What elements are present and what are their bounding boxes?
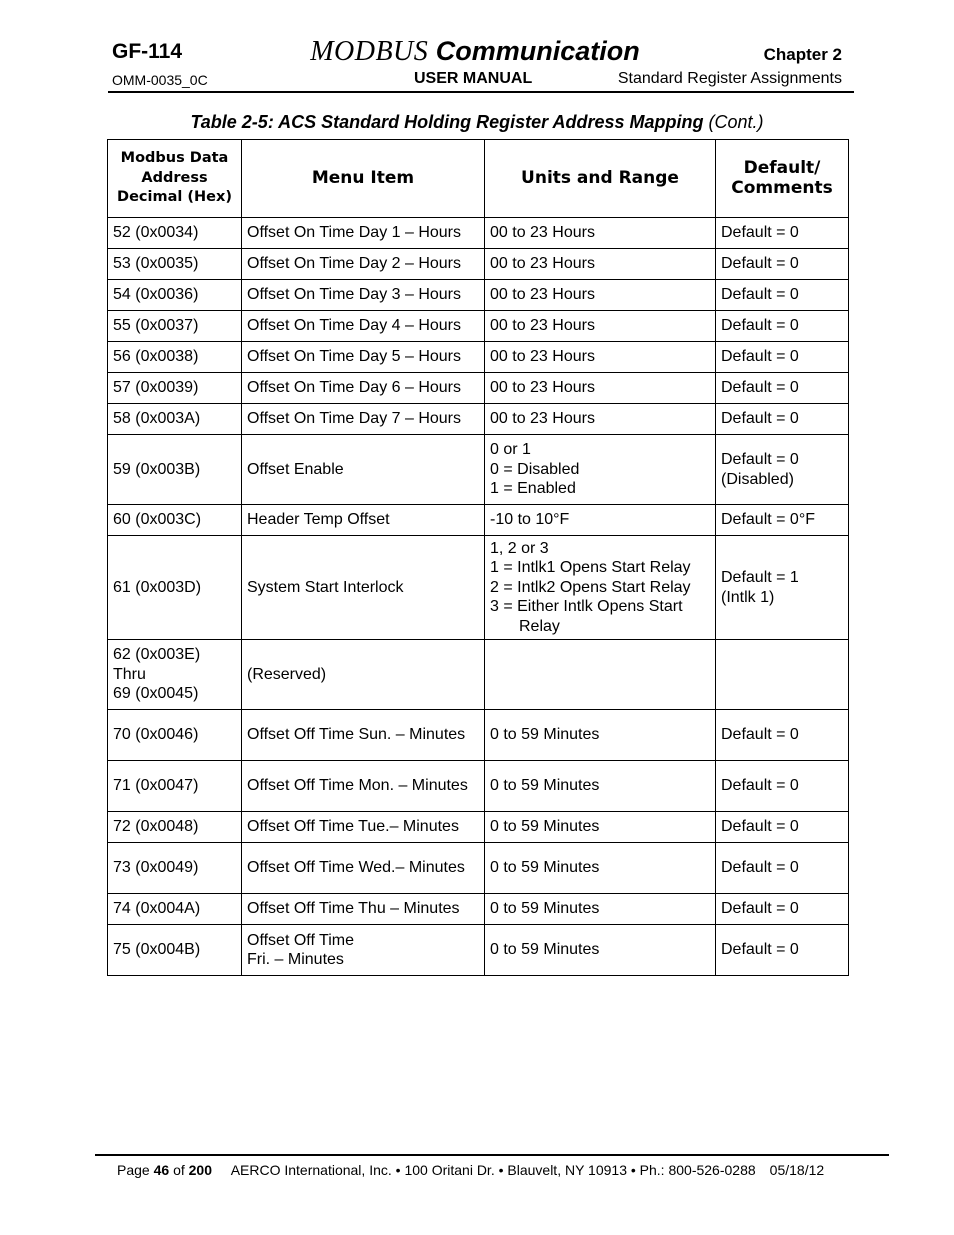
header-units-range: Units and Range bbox=[485, 140, 716, 218]
cell-units bbox=[485, 640, 716, 710]
header-address: Modbus Data Address Decimal (Hex) bbox=[108, 140, 242, 218]
table-row bbox=[108, 435, 849, 505]
cell-address: 72 (0x0048) bbox=[108, 812, 242, 843]
cell-menu-item: Header Temp Offset bbox=[242, 505, 485, 536]
header-bottom-row bbox=[108, 69, 842, 91]
cell-address: 73 (0x0049) bbox=[108, 843, 242, 894]
chapter-label: Chapter 2 bbox=[763, 45, 842, 64]
table-row bbox=[108, 373, 849, 404]
table-row bbox=[108, 640, 849, 710]
cell-default: Default = 0 bbox=[716, 761, 849, 812]
units-line: 1 = Intlk1 Opens Start Relay bbox=[490, 559, 691, 577]
cell-menu-item: Offset On Time Day 5 – Hours bbox=[242, 342, 485, 373]
cell-address: 58 (0x003A) bbox=[108, 404, 242, 435]
cell-default: Default = 0 bbox=[716, 894, 849, 925]
table-row bbox=[108, 761, 849, 812]
table-row bbox=[108, 342, 849, 373]
cell-units: 00 to 23 Hours bbox=[485, 373, 716, 404]
cell-units: 0 to 59 Minutes bbox=[485, 843, 716, 894]
cell-address: 59 (0x003B) bbox=[108, 435, 242, 505]
cell-default: Default = 0 bbox=[716, 311, 849, 342]
omm-number: OMM-0035_0C bbox=[112, 72, 208, 88]
header-default: Default/ Comments bbox=[716, 140, 849, 218]
table-row bbox=[108, 710, 849, 761]
cell-menu-item: Offset Off Time Sun. – Minutes bbox=[242, 710, 485, 761]
cell-default: Default = 0 bbox=[716, 925, 849, 976]
cell-units: 0 to 59 Minutes bbox=[485, 710, 716, 761]
cell-units: 00 to 23 Hours bbox=[485, 404, 716, 435]
of-word: of bbox=[173, 1162, 185, 1178]
cell-default: Default = 0 bbox=[716, 280, 849, 311]
caption-title: Table 2-5: ACS Standard Holding Register Address Mapping bbox=[190, 112, 704, 132]
cell-menu-item: Offset Enable bbox=[242, 435, 485, 505]
cell-address: 75 (0x004B) bbox=[108, 925, 242, 976]
cell-default: Default = 0 bbox=[716, 373, 849, 404]
cell-address: 71 (0x0047) bbox=[108, 761, 242, 812]
cell-address: 61 (0x003D) bbox=[108, 536, 242, 640]
cell-menu-item: Offset Off Time Wed.– Minutes bbox=[242, 843, 485, 894]
cell-units: 00 to 23 Hours bbox=[485, 311, 716, 342]
cell-menu-item: Offset On Time Day 3 – Hours bbox=[242, 280, 485, 311]
cell-units: 00 to 23 Hours bbox=[485, 218, 716, 249]
cell-units: 0 to 59 Minutes bbox=[485, 925, 716, 976]
header-top-row bbox=[108, 36, 842, 70]
table-row bbox=[108, 536, 849, 640]
cell-menu-item: Offset On Time Day 2 – Hours bbox=[242, 249, 485, 280]
cell-units: -10 to 10°F bbox=[485, 505, 716, 536]
cell-address: 55 (0x0037) bbox=[108, 311, 242, 342]
cell-units: 0 or 1 0 = Disabled 1 = Enabled bbox=[485, 435, 716, 505]
cell-menu-item: System Start Interlock bbox=[242, 536, 485, 640]
cell-address: 74 (0x004A) bbox=[108, 894, 242, 925]
cell-units: 0 to 59 Minutes bbox=[485, 894, 716, 925]
cell-menu-item: Offset On Time Day 1 – Hours bbox=[242, 218, 485, 249]
table-row bbox=[108, 505, 849, 536]
cell-default: Default = 0 bbox=[716, 218, 849, 249]
table-header-row bbox=[108, 140, 849, 218]
register-table bbox=[107, 139, 849, 976]
cell-menu-item: Offset On Time Day 7 – Hours bbox=[242, 404, 485, 435]
cell-address: 54 (0x0036) bbox=[108, 280, 242, 311]
doc-id: GF-114 bbox=[112, 40, 183, 63]
table-row bbox=[108, 404, 849, 435]
table-row bbox=[108, 280, 849, 311]
cell-units: 00 to 23 Hours bbox=[485, 280, 716, 311]
page-word: Page bbox=[117, 1162, 150, 1178]
page-title bbox=[108, 36, 842, 68]
cell-default: Default = 0 bbox=[716, 342, 849, 373]
units-line: 2 = Intlk2 Opens Start Relay bbox=[490, 578, 691, 596]
table-row bbox=[108, 894, 849, 925]
title-communication: Communication bbox=[428, 36, 640, 66]
cell-default: Default = 0 bbox=[716, 843, 849, 894]
cell-default: Default = 0°F bbox=[716, 505, 849, 536]
cell-default: Default = 1 (Intlk 1) bbox=[716, 536, 849, 640]
cell-address: 52 (0x0034) bbox=[108, 218, 242, 249]
cell-menu-item: Offset Off Time Tue.– Minutes bbox=[242, 812, 485, 843]
cell-address: 70 (0x0046) bbox=[108, 710, 242, 761]
table-caption bbox=[0, 112, 954, 133]
cell-menu-item: (Reserved) bbox=[242, 640, 485, 710]
footer-divider bbox=[95, 1154, 889, 1156]
units-line: 1, 2 or 3 bbox=[490, 539, 549, 557]
cell-units: 00 to 23 Hours bbox=[485, 342, 716, 373]
cell-menu-item: Offset Off Time Thu – Minutes bbox=[242, 894, 485, 925]
table-row bbox=[108, 925, 849, 976]
section-title: Standard Register Assignments bbox=[617, 70, 842, 87]
title-modbus: MODBUS bbox=[310, 36, 429, 67]
cell-address: 57 (0x0039) bbox=[108, 373, 242, 404]
cell-units: 00 to 23 Hours bbox=[485, 249, 716, 280]
units-line: 3 = Either Intlk Opens Start Relay bbox=[490, 598, 683, 635]
cell-default bbox=[716, 640, 849, 710]
cell-address: 62 (0x003E) Thru 69 (0x0045) bbox=[108, 640, 242, 710]
cell-address: 60 (0x003C) bbox=[108, 505, 242, 536]
header-menu-item: Menu Item bbox=[242, 140, 485, 218]
manual-label: USER MANUAL bbox=[414, 70, 533, 87]
footer-date: 05/18/12 bbox=[769, 1162, 825, 1178]
caption-cont: (Cont.) bbox=[703, 112, 764, 132]
cell-address: 53 (0x0035) bbox=[108, 249, 242, 280]
cell-address: 56 (0x0038) bbox=[108, 342, 242, 373]
company-info: AERCO International, Inc. • 100 Oritani Dr. • Blauvelt, NY 10913 • Ph.: 800-526-0288 bbox=[230, 1162, 756, 1178]
cell-default: Default = 0 bbox=[716, 710, 849, 761]
cell-menu-item: Offset Off Time Mon. – Minutes bbox=[242, 761, 485, 812]
header-divider bbox=[108, 91, 854, 93]
cell-units: 0 to 59 Minutes bbox=[485, 761, 716, 812]
cell-default: Default = 0 bbox=[716, 812, 849, 843]
page-footer bbox=[117, 1162, 824, 1178]
cell-menu-item: Offset On Time Day 6 – Hours bbox=[242, 373, 485, 404]
table-row bbox=[108, 218, 849, 249]
cell-menu-item: Offset On Time Day 4 – Hours bbox=[242, 311, 485, 342]
cell-default: Default = 0 bbox=[716, 249, 849, 280]
cell-units: 0 to 59 Minutes bbox=[485, 812, 716, 843]
cell-default: Default = 0 bbox=[716, 404, 849, 435]
page-number: 46 bbox=[153, 1162, 170, 1178]
table-row bbox=[108, 249, 849, 280]
page-total: 200 bbox=[188, 1162, 212, 1178]
cell-units bbox=[485, 536, 716, 640]
cell-menu-item: Offset Off Time Fri. – Minutes bbox=[242, 925, 485, 976]
table-row bbox=[108, 311, 849, 342]
table-row bbox=[108, 812, 849, 843]
cell-default: Default = 0 (Disabled) bbox=[716, 435, 849, 505]
table-row bbox=[108, 843, 849, 894]
